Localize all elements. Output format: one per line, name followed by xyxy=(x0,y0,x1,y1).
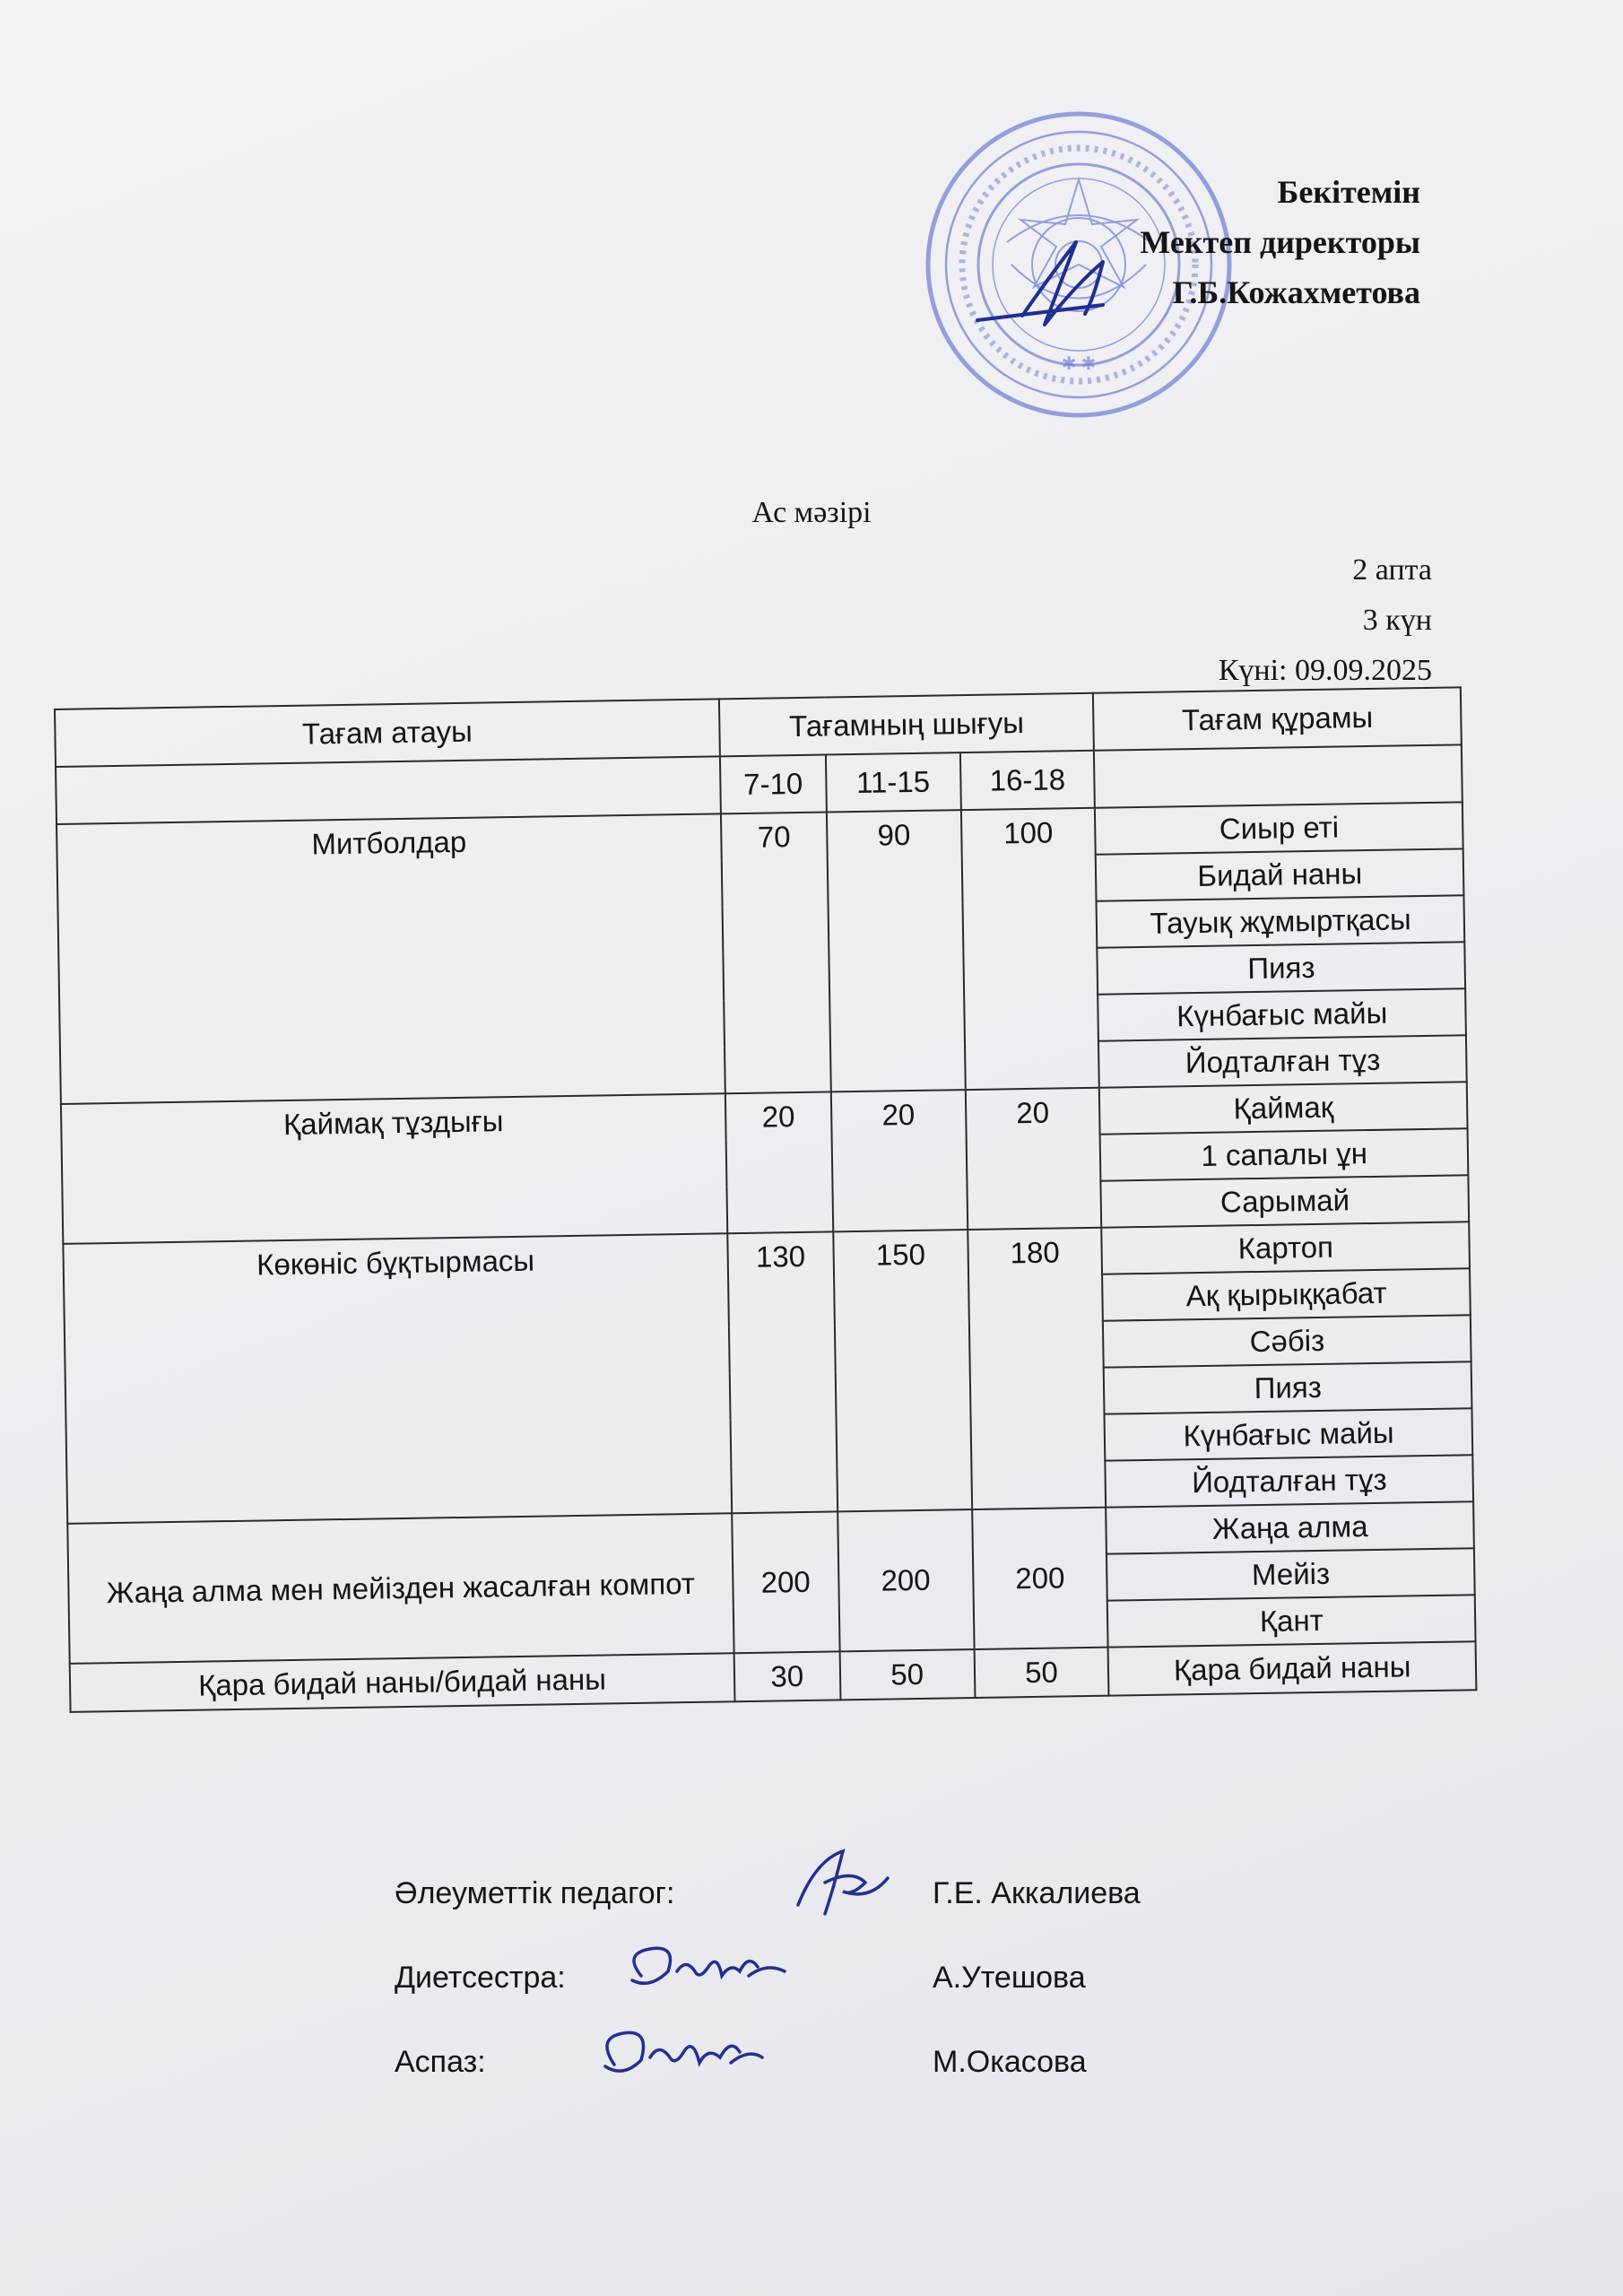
ingredient: Күнбағыс майы xyxy=(1105,1408,1472,1460)
handwritten-signature xyxy=(587,2011,767,2092)
dish-amount: 200 xyxy=(732,1511,839,1653)
header-empty xyxy=(56,756,721,824)
ingredient: Тауық жұмыртқасы xyxy=(1097,895,1464,947)
approval-position: Мектеп директоры xyxy=(1140,224,1420,260)
approval-director-name: Г.Б.Кожахметова xyxy=(1172,274,1420,310)
signature-role: Әлеуметтік педагог: xyxy=(395,1876,675,1910)
ingredient: Жаңа алма xyxy=(1107,1501,1474,1553)
document-title: Ас мәзірі xyxy=(751,496,872,529)
dish-amount: 50 xyxy=(974,1648,1109,1698)
signature-block xyxy=(395,1876,1255,2129)
handwritten-signature xyxy=(614,1926,794,2007)
ingredient: Қант xyxy=(1107,1595,1475,1647)
ingredient: Күнбағыс майы xyxy=(1098,988,1466,1040)
signature-row xyxy=(395,1876,1255,1961)
day-label: 3 күн xyxy=(1362,604,1432,637)
ingredient: Сарымай xyxy=(1101,1175,1469,1227)
approval-block xyxy=(1140,167,1420,317)
signature-row xyxy=(395,2045,1255,2129)
header-age-7-10: 7-10 xyxy=(720,754,827,813)
approval-heading: Бекітемін xyxy=(1277,174,1420,210)
ingredient: Картоп xyxy=(1102,1222,1470,1274)
ingredient: Сәбіз xyxy=(1103,1315,1471,1367)
ingredient: Пияз xyxy=(1104,1361,1471,1413)
menu-meta xyxy=(1219,545,1432,696)
dish-amount: 130 xyxy=(727,1231,838,1513)
signature-row xyxy=(395,1961,1255,2045)
dish-amount: 90 xyxy=(827,810,966,1091)
svg-text:✱ ✱: ✱ ✱ xyxy=(1061,354,1097,374)
dish-amount: 100 xyxy=(960,808,1099,1090)
dish-amount: 20 xyxy=(725,1091,833,1233)
week-label: 2 апта xyxy=(1352,553,1432,587)
header-age-16-18: 16-18 xyxy=(959,751,1095,810)
signature-name: Г.Е. Аккалиева xyxy=(933,1876,1141,1910)
ingredient: Йодталған тұз xyxy=(1098,1035,1466,1087)
ingredient: Қара бидай наны xyxy=(1108,1641,1476,1695)
dish-name: Қаймақ тұздығы xyxy=(61,1093,727,1244)
dish-amount: 70 xyxy=(721,812,831,1093)
signature-role: Аспаз: xyxy=(395,2045,486,2079)
dish-name: Көкөніс бұқтырмасы xyxy=(63,1233,732,1524)
header-composition: Тағам құрамы xyxy=(1093,687,1462,750)
dish-amount: 180 xyxy=(968,1228,1107,1509)
ingredient: Бидай наны xyxy=(1096,848,1463,900)
signature-role: Диетсестра: xyxy=(395,1961,566,1995)
ingredient: Мейіз xyxy=(1107,1548,1474,1600)
dish-amount: 150 xyxy=(833,1230,972,1511)
dish-name: Қара бидай наны/бидай наны xyxy=(70,1653,735,1712)
menu-table xyxy=(54,686,1477,1713)
dish-amount: 200 xyxy=(838,1509,974,1651)
handwritten-signature xyxy=(780,1842,906,1923)
ingredient: 1 сапалы ұн xyxy=(1100,1128,1468,1180)
dish-amount: 20 xyxy=(831,1090,968,1231)
header-empty xyxy=(1094,744,1462,807)
ingredient: Сиыр еті xyxy=(1095,802,1462,854)
ingredient: Пияз xyxy=(1098,942,1465,994)
dish-name: Митболдар xyxy=(56,813,725,1104)
ingredient: Қаймақ xyxy=(1099,1082,1467,1134)
header-output: Тағамның шығуы xyxy=(719,693,1095,757)
ingredient: Йодталған тұз xyxy=(1106,1455,1473,1507)
dish-name: Жаңа алма мен мейізден жасалған компот xyxy=(67,1513,733,1664)
header-age-11-15: 11-15 xyxy=(826,752,961,812)
signature-name: М.Окасова xyxy=(933,2045,1087,2079)
dish-amount: 20 xyxy=(965,1088,1101,1230)
dish-amount: 50 xyxy=(839,1649,975,1700)
signature-name: А.Утешова xyxy=(933,1961,1086,1995)
dish-amount: 30 xyxy=(733,1651,840,1701)
header-dish-name: Тағам атауы xyxy=(55,699,720,767)
dish-amount: 200 xyxy=(972,1508,1108,1649)
date-label: Күні: 09.09.2025 xyxy=(1218,654,1432,687)
ingredient: Ақ қырыққабат xyxy=(1102,1268,1470,1320)
